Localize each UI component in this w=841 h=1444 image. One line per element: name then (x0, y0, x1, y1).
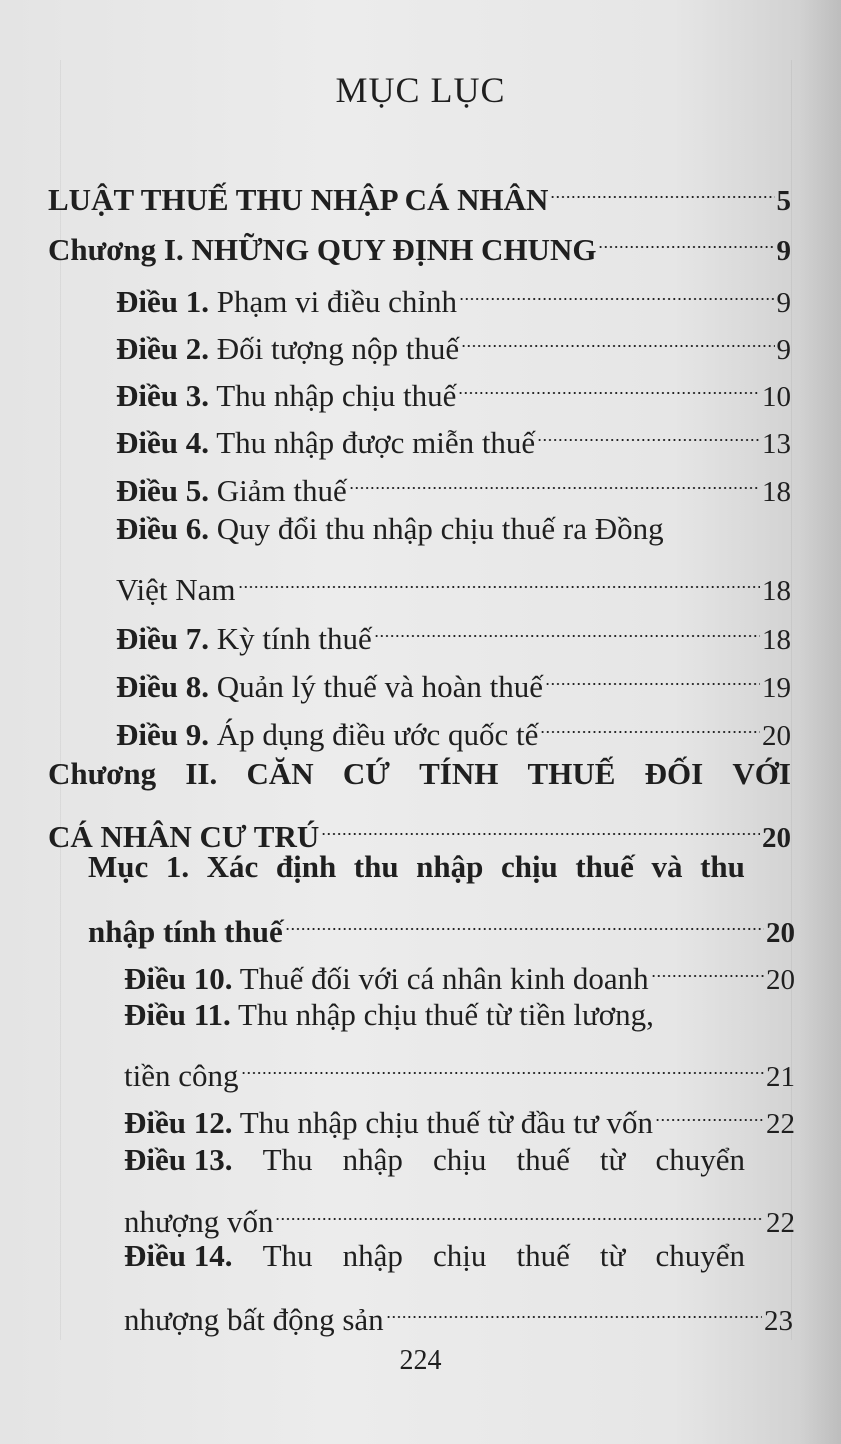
article-title: Giảm thuế (209, 473, 347, 508)
article-number: Điều 5. (116, 473, 209, 508)
article-number: Điều 12. (124, 1105, 233, 1140)
leader-dots (655, 1085, 764, 1133)
heading-word: thu (700, 849, 745, 884)
article-title: Thu nhập chịu thuế từ đầu tư vốn (232, 1105, 653, 1140)
toc-entry-label: Chương I. NHỮNG QUY ĐỊNH CHUNG (48, 232, 597, 267)
article-word: chuyển (655, 1142, 745, 1177)
toc-entry-article-11-line-1 (124, 991, 654, 1039)
toc-entry-article-6-line-1 (116, 505, 664, 553)
leader-dots (545, 649, 760, 697)
leader-dots (285, 894, 764, 942)
toc-page-number: 9 (776, 235, 791, 267)
toc-entry-continuation: nhập tính thuế (88, 914, 283, 949)
article-number: Điều 9. (116, 717, 209, 752)
article-word: chịu (432, 1238, 487, 1273)
leader-dots (458, 358, 760, 406)
article-number: Điều 10. (124, 961, 233, 996)
heading-word: TÍNH (419, 756, 499, 791)
toc-entry-continuation: tiền công (124, 1058, 239, 1093)
article-title: Thuế đối với cá nhân kinh doanh (232, 961, 649, 996)
article-title: Phạm vi điều chỉnh (209, 284, 457, 319)
heading-word: 1. (165, 849, 190, 884)
article-title: Quy đổi thu nhập chịu thuế ra Đồng (209, 511, 664, 546)
toc-entry-article-14-line-1 (124, 1232, 745, 1280)
heading-word: định (275, 849, 337, 884)
toc-page-number: 20 (766, 917, 795, 949)
toc-entry-continuation: nhượng bất động sản (124, 1302, 384, 1337)
toc-page-number: 10 (762, 381, 791, 413)
article-title: Thu nhập được miễn thuế (209, 425, 536, 460)
toc-entry-continuation: nhượng vốn (124, 1204, 274, 1239)
heading-word: và (651, 849, 683, 884)
leader-dots (238, 552, 760, 600)
article-word: chịu (432, 1142, 487, 1177)
article-title: Quản lý thuế và hoàn thuế (209, 669, 544, 704)
leader-dots (550, 162, 774, 210)
toc-entry-section-1-line-1 (88, 843, 745, 891)
article-number: Điều 11. (124, 997, 231, 1032)
article-number: Điều 8. (116, 669, 209, 704)
leader-dots (374, 601, 760, 649)
toc-page-number: 20 (762, 720, 791, 752)
heading-word: nhập (416, 849, 484, 884)
article-number: Điều 7. (116, 621, 209, 656)
heading-word: Xác (206, 849, 259, 884)
heading-word: thuế (575, 849, 634, 884)
article-title: Thu nhập chịu thuế (209, 378, 457, 413)
article-word: nhập (342, 1142, 403, 1177)
toc-page-number: 22 (766, 1207, 795, 1239)
toc-page-number: 19 (762, 672, 791, 704)
article-word: chuyển (655, 1238, 745, 1273)
leader-dots (461, 311, 774, 359)
article-word: thuế (516, 1238, 570, 1273)
heading-word: VỚI (732, 756, 791, 791)
toc-page-number: 18 (762, 624, 791, 656)
toc-entry-article-13-line-1 (124, 1136, 745, 1184)
toc-page-number: 5 (776, 185, 791, 217)
article-number: Điều 3. (116, 378, 209, 413)
heading-word: ĐỐI (644, 756, 704, 791)
toc-entry-label: LUẬT THUẾ THU NHẬP CÁ NHÂN (48, 182, 549, 217)
article-word: từ (599, 1238, 626, 1273)
article-title: Đối tượng nộp thuế (209, 331, 460, 366)
toc-entry-article-14-line-2 (124, 1282, 793, 1345)
article-title: Kỳ tính thuế (209, 621, 372, 656)
heading-word: II. (185, 756, 218, 791)
article-number: Điều 6. (116, 511, 209, 546)
heading-word: CỨ (342, 756, 390, 791)
leader-dots (275, 1184, 764, 1232)
article-number: Điều 13. (124, 1142, 233, 1177)
heading-word: THUẾ (527, 756, 616, 791)
toc-page-number: 9 (776, 287, 791, 319)
leader-dots (241, 1038, 765, 1086)
leader-dots (459, 264, 775, 312)
toc-entry-chapter-2-line-1 (48, 750, 791, 798)
heading-word: chịu (500, 849, 558, 884)
page-footer-number: 224 (399, 1345, 442, 1376)
leader-dots (598, 212, 774, 260)
toc-page-number: 21 (766, 1061, 795, 1093)
toc-page-number: 22 (766, 1108, 795, 1140)
toc-page-number: 13 (762, 428, 791, 460)
heading-word: CĂN (246, 756, 314, 791)
article-number: Điều 2. (116, 331, 209, 366)
article-title: Thu nhập chịu thuế từ tiền lương, (230, 997, 654, 1032)
article-number: Điều 1. (116, 284, 209, 319)
article-word: từ (599, 1142, 626, 1177)
article-number: Điều 14. (124, 1238, 233, 1273)
leader-dots (386, 1282, 762, 1330)
leader-dots (349, 453, 760, 501)
toc-page-number: 20 (762, 822, 791, 854)
heading-word: Mục (88, 849, 149, 884)
heading-word: thu (353, 849, 399, 884)
toc-entry-continuation: CÁ NHÂN CƯ TRÚ (48, 819, 320, 854)
article-number: Điều 4. (116, 425, 209, 460)
toc-page-number: 9 (776, 334, 791, 366)
page-title: MỤC LỤC (335, 70, 506, 110)
toc-page-number: 23 (764, 1305, 793, 1337)
article-title: Áp dụng điều ước quốc tế (209, 717, 539, 752)
toc-page-number: 18 (762, 476, 791, 508)
leader-dots (321, 799, 760, 847)
leader-dots (537, 405, 760, 453)
toc-page-number: 20 (766, 964, 795, 996)
toc-page-number: 18 (762, 575, 791, 607)
article-word: Thu (262, 1142, 313, 1177)
heading-word: Chương (48, 756, 157, 791)
leader-dots (651, 941, 764, 989)
toc-entry-continuation: Việt Nam (116, 572, 236, 607)
article-word: nhập (342, 1238, 403, 1273)
leader-dots (540, 697, 760, 745)
article-word: thuế (516, 1142, 570, 1177)
article-word: Thu (262, 1238, 313, 1273)
